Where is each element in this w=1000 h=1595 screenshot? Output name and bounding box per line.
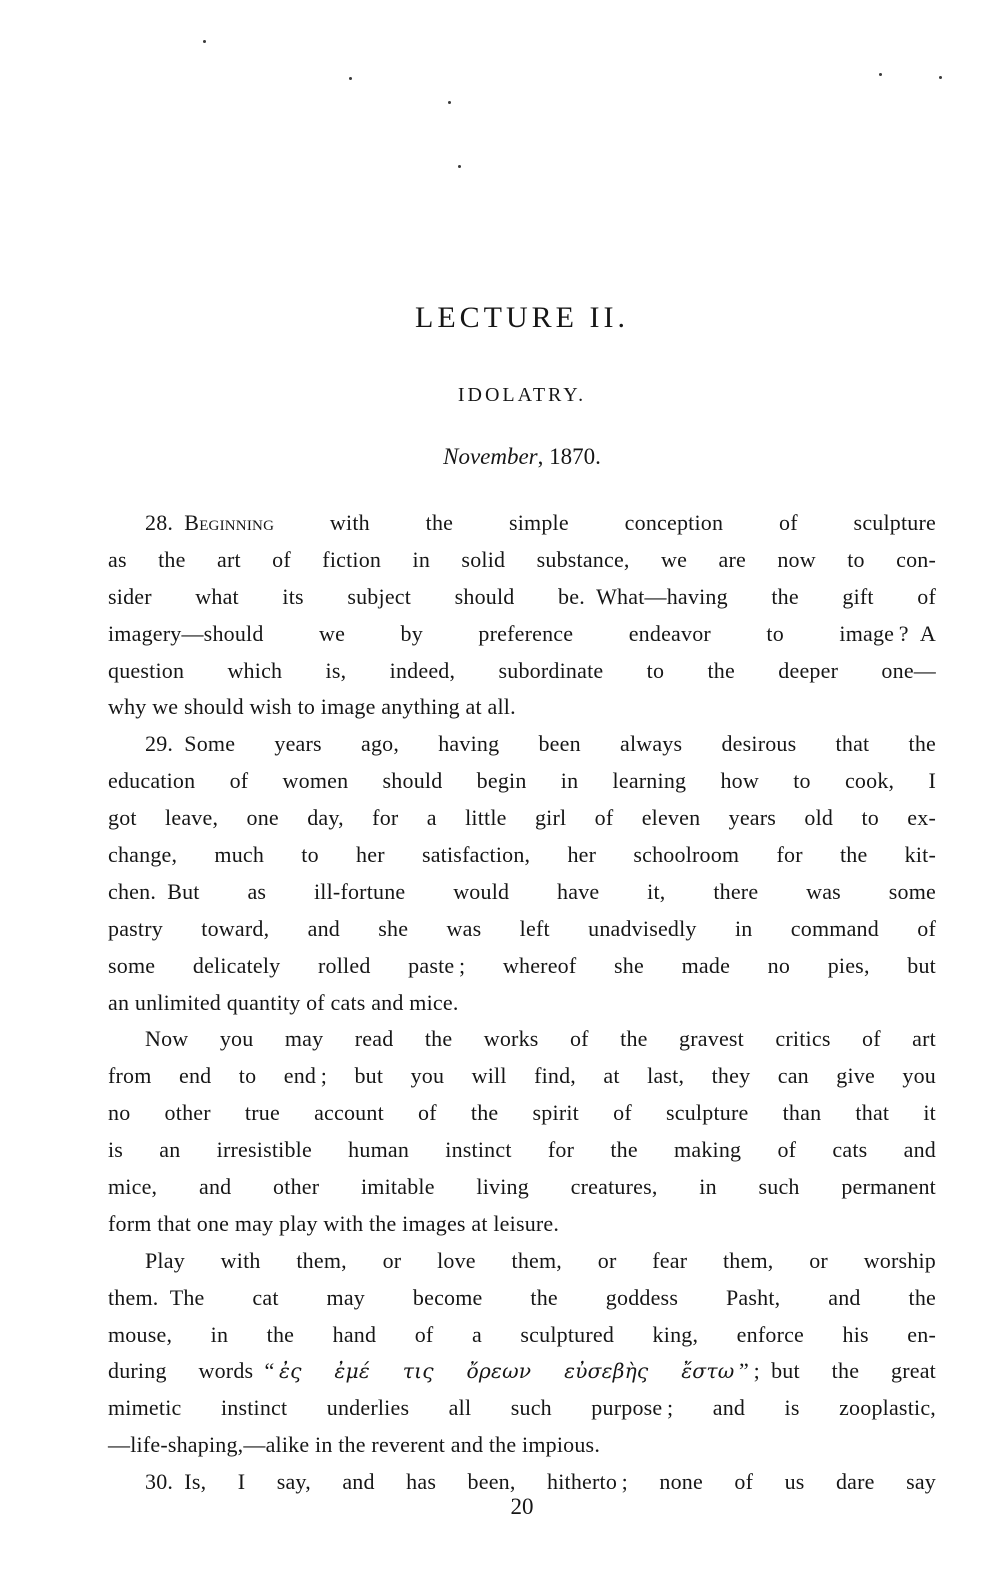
text-segment: no other true account of the spirit of sculpture than that it [108, 1100, 936, 1126]
text-line [108, 689, 936, 726]
text-segment: pastry toward, and she was left unadvisedly in command of [108, 915, 936, 941]
scan-speck [349, 77, 352, 80]
text-line [108, 1095, 936, 1132]
text-segment: change, much to her satisfaction, her schoolroom for the kit- [108, 842, 936, 868]
text-line [108, 911, 936, 948]
text-line [108, 579, 936, 616]
chapter-subtitle: IDOLATRY. [457, 384, 587, 406]
text-line [108, 616, 936, 653]
text-segment: Play with them, or love them, or fear them, or worship [145, 1247, 936, 1273]
text-segment: with the simple conception of sculpture [274, 510, 936, 535]
text-segment: is an irresistible human instinct for the making of cats and [108, 1137, 936, 1163]
scan-speck [458, 165, 461, 168]
text-segment: 28. B [145, 510, 200, 535]
text-line [108, 1243, 936, 1280]
text-segment: sider what its subject should be. What—having the gift of [108, 583, 936, 609]
text-segment: mice, and other imitable living creatures, in such permanent [108, 1174, 936, 1200]
small-caps-word: eginning [199, 510, 275, 535]
text-line [108, 653, 936, 690]
text-segment: got leave, one day, for a little girl of eleven years old to ex- [108, 805, 936, 831]
text-segment: question which is, indeed, subordinate to the deeper one— [108, 657, 936, 683]
text-segment: imagery—should we by preference endeavor to image ? A [108, 620, 936, 646]
text-segment: from end to end ; but you will find, at last, they can give you [108, 1063, 936, 1089]
text-segment: some delicately rolled paste ; whereof she made no pies, but [108, 952, 936, 978]
text-line [108, 1021, 936, 1058]
text-segment: —life-shaping,—alike in the reverent and the impious. [108, 1432, 601, 1458]
text-segment: an unlimited quantity of cats and mice. [108, 989, 459, 1015]
text-segment: why we should wish to image anything at all. [108, 694, 516, 720]
paragraph [108, 1243, 936, 1464]
text-line [108, 1280, 936, 1317]
text-line [108, 505, 936, 542]
scan-speck [879, 73, 882, 76]
text-line [108, 1132, 936, 1169]
text-line [108, 800, 936, 837]
paragraph [108, 726, 936, 1021]
paragraph [108, 505, 936, 726]
paragraph [108, 1021, 936, 1242]
scan-speck [939, 76, 942, 79]
greek-quote: ἐς ἐμέ τις ὄρεων εὐσεβὴς ἔστω [279, 1359, 735, 1384]
text-segment: chen. But as ill-fortune would have it, there was some [108, 878, 936, 904]
text-line [108, 874, 936, 911]
text-line [108, 1427, 936, 1464]
text-segment: them. The cat may become the goddess Pasht, and the [108, 1284, 936, 1310]
text-segment: ” ; but the great [734, 1358, 936, 1384]
text-line [108, 726, 936, 763]
scan-speck [203, 40, 206, 43]
scan-speck [448, 101, 451, 104]
text-segment: as the art of fiction in solid substance, we are now to con- [108, 546, 936, 572]
text-line [108, 985, 936, 1022]
text-segment: 30. Is, I say, and has been, hitherto ; none of us dare say [145, 1469, 936, 1495]
dateline-year: , 1870. [537, 444, 601, 469]
text-segment: form that one may play with the images at leisure. [108, 1210, 560, 1236]
text-line [108, 837, 936, 874]
dateline [108, 444, 936, 470]
text-segment: during words “ [108, 1358, 280, 1384]
text-line [108, 1206, 936, 1243]
text-line [108, 1058, 936, 1095]
lecture-title: LECTURE II. [415, 301, 629, 334]
text-line [108, 542, 936, 579]
dateline-month: November [443, 444, 538, 469]
text-segment: 29. Some years ago, having been always desirous that the [145, 731, 936, 757]
text-line [108, 1317, 936, 1354]
text-line [108, 1353, 936, 1390]
text-line [108, 1390, 936, 1427]
text-line [108, 1169, 936, 1206]
page-number: 20 [510, 1494, 534, 1519]
body-text [108, 505, 936, 1501]
text-segment: Now you may read the works of the gravest critics of art [145, 1026, 936, 1052]
text-segment: mimetic instinct underlies all such purpose ; and is zooplastic, [108, 1395, 936, 1421]
text-segment: education of women should begin in learning how to cook, I [108, 768, 936, 794]
text-line [108, 763, 936, 800]
text-line [108, 948, 936, 985]
text-segment: mouse, in the hand of a sculptured king, enforce his en- [108, 1321, 936, 1347]
